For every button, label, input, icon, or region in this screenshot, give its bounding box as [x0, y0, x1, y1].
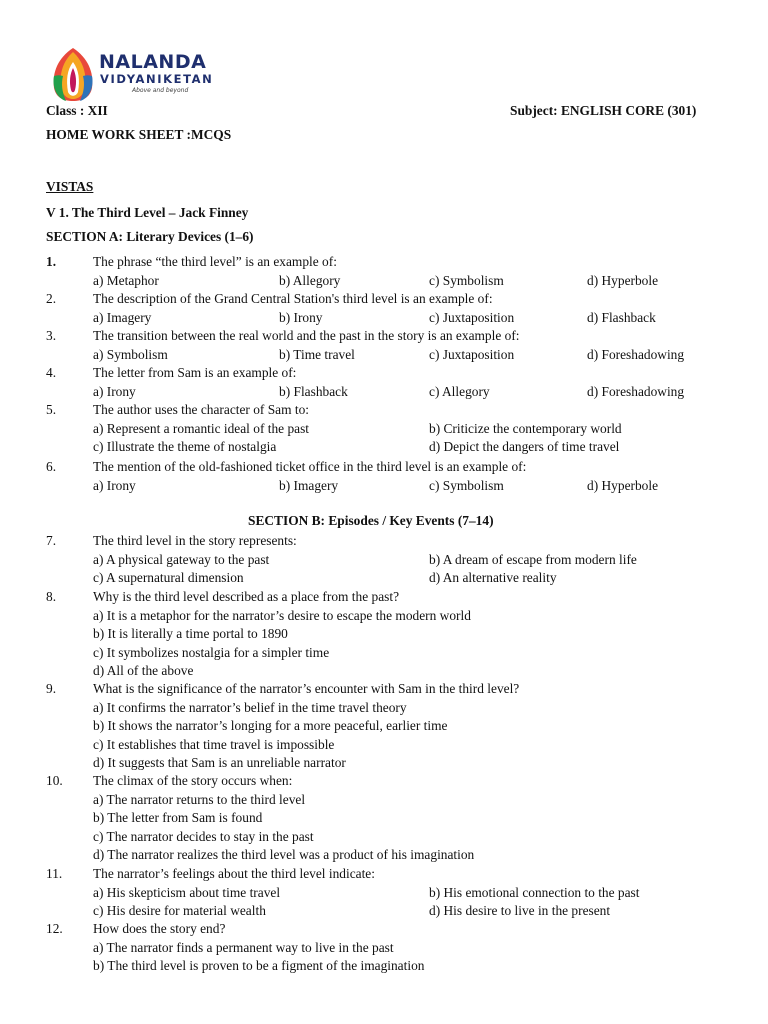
- answer-option: d) Foreshadowing: [587, 346, 685, 362]
- answer-option: c) It symbolizes nostalgia for a simpler time: [93, 644, 330, 660]
- answer-option: a) Irony: [93, 477, 136, 493]
- question-number: 8.: [46, 589, 57, 604]
- chapter-title: V 1. The Third Level – Jack Finney: [46, 205, 249, 220]
- question-text: The letter from Sam is an example of:: [93, 365, 297, 380]
- question-text: Why is the third level described as a place from the past?: [93, 589, 400, 604]
- subject-label: Subject: ENGLISH CORE (301): [510, 103, 697, 118]
- answer-option: b) Irony: [279, 309, 323, 325]
- answer-option: a) The narrator finds a permanent way to live in the past: [93, 939, 394, 955]
- answer-option: d) His desire to live in the present: [429, 903, 611, 918]
- answer-option: d) Depict the dangers of time travel: [429, 439, 620, 454]
- sheet-title: HOME WORK SHEET :MCQS: [46, 127, 232, 142]
- answer-option: b) Allegory: [279, 272, 341, 288]
- question-item: [46, 364, 726, 399]
- answer-option: c) Symbolism: [429, 272, 504, 288]
- answer-option: c) Allegory: [429, 383, 490, 399]
- question-number: 4.: [46, 365, 57, 380]
- answer-option: c) Illustrate the theme of nostalgia: [93, 439, 277, 454]
- question-item: [46, 290, 726, 325]
- question-item: [46, 772, 726, 862]
- answer-option: a) It confirms the narrator’s belief in the time travel theory: [93, 699, 407, 715]
- question-number: 7.: [46, 533, 57, 548]
- question-text: The description of the Grand Central Station's third level is an example of:: [93, 291, 493, 306]
- answer-option: b) The letter from Sam is found: [93, 810, 263, 825]
- answer-option: d) All of the above: [93, 663, 194, 678]
- answer-option: a) A physical gateway to the past: [93, 551, 270, 567]
- question-number: 6.: [46, 459, 57, 474]
- answer-option: d) An alternative reality: [429, 570, 557, 585]
- question-item: [46, 680, 726, 770]
- answer-option: c) It establishes that time travel is impossible: [93, 736, 335, 752]
- answer-option: b) A dream of escape from modern life: [429, 551, 637, 567]
- answer-option: b) Flashback: [279, 383, 348, 399]
- answer-option: d) Foreshadowing: [587, 383, 685, 399]
- answer-option: a) Imagery: [93, 309, 152, 325]
- answer-option: d) Flashback: [587, 309, 656, 325]
- question-item: [46, 920, 726, 973]
- answer-option: a) Represent a romantic ideal of the past: [93, 420, 310, 436]
- answer-option: d) The narrator realizes the third level was a product of his imagination: [93, 847, 475, 862]
- question-number: 12.: [46, 921, 63, 936]
- question-text: The phrase “the third level” is an example of:: [93, 254, 337, 269]
- question-item: [46, 253, 726, 288]
- question-number: 1.: [46, 254, 57, 269]
- answer-option: c) Juxtaposition: [429, 309, 515, 325]
- answer-option: b) It is literally a time portal to 1890: [93, 626, 288, 641]
- logo-subtitle: VIDYANIKETAN: [100, 72, 214, 86]
- question-text: The mention of the old-fashioned ticket office in the third level is an example of:: [93, 459, 527, 474]
- question-item: [46, 458, 726, 493]
- answer-option: c) His desire for material wealth: [93, 903, 266, 918]
- question-text: The third level in the story represents:: [93, 533, 297, 548]
- section-b-heading: SECTION B: Episodes / Key Events (7–14): [248, 513, 494, 528]
- question-text: The transition between the real world and the past in the story is an example of:: [93, 328, 520, 343]
- answer-option: c) The narrator decides to stay in the past: [93, 828, 314, 844]
- question-number: 9.: [46, 681, 57, 696]
- logo-tagline: Above and beyond: [132, 87, 189, 94]
- question-text: The climax of the story occurs when:: [93, 773, 293, 788]
- answer-option: c) A supernatural dimension: [93, 570, 244, 585]
- question-text: The author uses the character of Sam to:: [93, 402, 310, 417]
- question-item: [46, 865, 726, 918]
- question-item: [46, 588, 726, 678]
- question-text: The narrator’s feelings about the third level indicate:: [93, 866, 375, 881]
- logo-name: NALANDA: [99, 51, 207, 73]
- answer-option: a) Metaphor: [93, 272, 159, 288]
- answer-option: b) Imagery: [279, 477, 339, 493]
- question-number: 10.: [46, 773, 63, 788]
- answer-option: a) His skepticism about time travel: [93, 884, 281, 900]
- answer-option: b) Criticize the contemporary world: [429, 420, 622, 436]
- section-a-heading: SECTION A: Literary Devices (1–6): [46, 229, 254, 244]
- lotus-arch-icon: [50, 46, 96, 102]
- answer-option: c) Juxtaposition: [429, 346, 515, 362]
- answer-option: a) The narrator returns to the third level: [93, 791, 306, 807]
- answer-option: d) Hyperbole: [587, 272, 659, 288]
- question-number: 5.: [46, 402, 57, 417]
- answer-option: a) Irony: [93, 383, 136, 399]
- answer-option: d) Hyperbole: [587, 477, 659, 493]
- question-text: How does the story end?: [93, 921, 226, 936]
- question-number: 2.: [46, 291, 57, 306]
- question-number: 3.: [46, 328, 57, 343]
- question-item: [46, 327, 726, 362]
- school-logo: [50, 46, 220, 102]
- answer-option: c) Symbolism: [429, 477, 504, 493]
- answer-option: a) Symbolism: [93, 346, 168, 362]
- question-item: [46, 532, 726, 585]
- question-text: What is the significance of the narrator’s encounter with Sam in the third level?: [93, 681, 520, 696]
- answer-option: b) His emotional connection to the past: [429, 884, 640, 900]
- answer-option: a) It is a metaphor for the narrator’s desire to escape the modern world: [93, 607, 471, 623]
- answer-option: b) The third level is proven to be a figment of the imagination: [93, 958, 425, 973]
- vistas-heading: VISTAS: [46, 179, 94, 194]
- answer-option: b) It shows the narrator’s longing for a more peaceful, earlier time: [93, 718, 448, 733]
- question-number: 11.: [46, 866, 63, 881]
- class-label: Class : XII: [46, 103, 108, 118]
- answer-option: b) Time travel: [279, 346, 355, 362]
- question-item: [46, 401, 726, 454]
- answer-option: d) It suggests that Sam is an unreliable narrator: [93, 755, 346, 770]
